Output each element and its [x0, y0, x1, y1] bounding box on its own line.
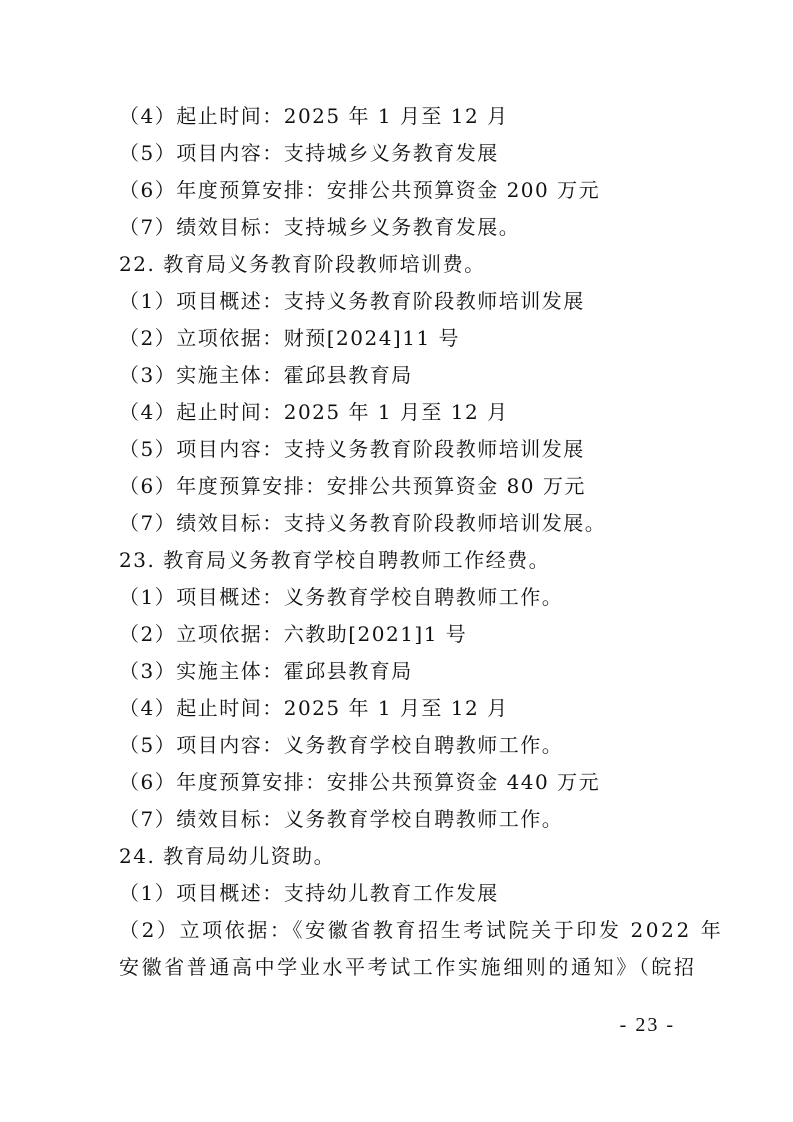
project-heading: 23. 教育局义务教育学校自聘教师工作经费。 — [119, 548, 551, 572]
page-number: - 23 - — [619, 1014, 675, 1036]
project-item-line: （2）立项依据：《安徽省教育招生考试院关于印发 2022 年 — [119, 918, 724, 942]
project-item-line: （2）立项依据：六教助[2021]1 号 — [119, 622, 468, 646]
project-heading: 24. 教育局幼儿资助。 — [119, 844, 336, 868]
project-item-line: （5）项目内容：义务教育学校自聘教师工作。 — [119, 733, 564, 757]
project-item-line: （4）起止时间：2025 年 1 月至 12 月 — [119, 104, 509, 128]
project-item-line: （3）实施主体：霍邱县教育局 — [119, 363, 413, 387]
project-item-line: （1）项目概述：支持义务教育阶段教师培训发展 — [119, 289, 585, 313]
project-item-line: （6）年度预算安排：安排公共预算资金 440 万元 — [119, 770, 601, 794]
project-item-line: （7）绩效目标：支持城乡义务教育发展。 — [119, 215, 521, 239]
project-item-line: （1）项目概述：支持幼儿教育工作发展 — [119, 881, 499, 905]
project-item-line: （3）实施主体：霍邱县教育局 — [119, 659, 413, 683]
project-item-line: （7）绩效目标：义务教育学校自聘教师工作。 — [119, 807, 564, 831]
project-item-line: （2）立项依据：财预[2024]11 号 — [119, 326, 461, 350]
project-item-line: （4）起止时间：2025 年 1 月至 12 月 — [119, 696, 509, 720]
body-text — [119, 98, 724, 986]
project-item-continuation: 安徽省普通高中学业水平考试工作实施细则的通知》（皖招 — [119, 955, 697, 979]
project-item-line: （5）项目内容：支持城乡义务教育发展 — [119, 141, 499, 165]
project-item-line: （6）年度预算安排：安排公共预算资金 80 万元 — [119, 474, 586, 498]
project-heading: 22. 教育局义务教育阶段教师培训费。 — [119, 252, 486, 276]
project-item-line: （4）起止时间：2025 年 1 月至 12 月 — [119, 400, 509, 424]
project-item-line: （7）绩效目标：支持义务教育阶段教师培训发展。 — [119, 511, 607, 535]
project-item-line: （1）项目概述：义务教育学校自聘教师工作。 — [119, 585, 564, 609]
project-item-line: （6）年度预算安排：安排公共预算资金 200 万元 — [119, 178, 601, 202]
project-item-line: （5）项目内容：支持义务教育阶段教师培训发展 — [119, 437, 585, 461]
